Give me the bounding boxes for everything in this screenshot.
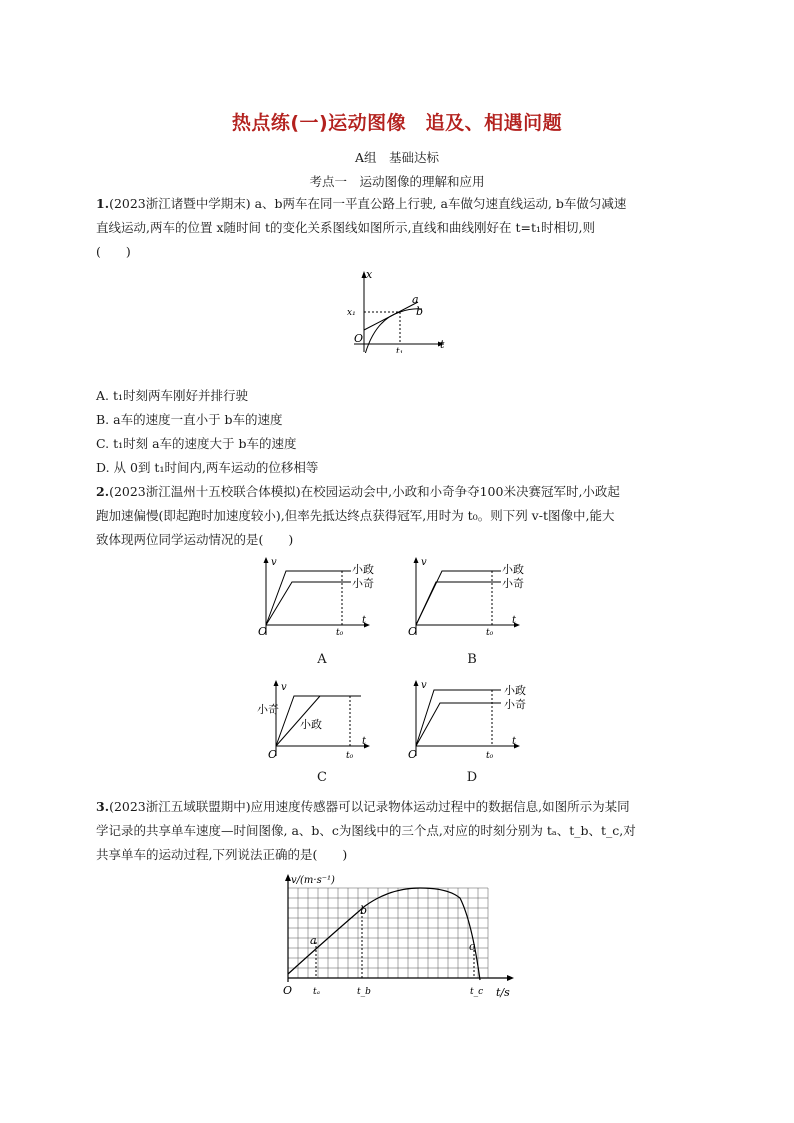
v-label: v [281, 682, 287, 693]
group-heading: A组 基础达标 [354, 150, 440, 165]
t0-label: t₀ [346, 751, 354, 761]
question-3-line3: 共享单车的运动过程,下列说法正确的是( ) [96, 847, 348, 862]
graph-c [256, 678, 376, 763]
option-b[interactable]: B. a车的速度一直小于 b车的速度 [96, 412, 283, 427]
line-xiaozheng [266, 571, 351, 625]
label-bottom: 小奇 [352, 577, 374, 590]
t-label: t [512, 736, 517, 747]
question-text: (2023浙江五域联盟期中)应用速度传感器可以记录物体运动过程中的数据信息,如图所示为某同 [109, 799, 630, 814]
t0-label: t₀ [486, 628, 494, 638]
v-label: v [421, 557, 427, 568]
question-1-options [96, 384, 706, 480]
v-label: v [271, 557, 277, 568]
label-bottom: 小奇 [504, 698, 526, 711]
t1-label: t₁ [396, 347, 404, 353]
origin-label: O [283, 984, 293, 997]
point-b-label: b [360, 904, 368, 917]
graph-d [406, 678, 536, 763]
origin-label: O [268, 748, 278, 761]
label-bottom: 小政 [300, 718, 322, 731]
origin-label: O [408, 748, 418, 761]
question-3-line2: 学记录的共享单车速度—时间图像, a、b、c为图线中的三个点,对应的时刻分别为 tₐ、t_b、t_c,对 [96, 823, 636, 838]
label-top: 小政 [502, 563, 524, 576]
graph-a [256, 555, 376, 640]
t-label: t [362, 736, 367, 747]
t0-label: t₀ [486, 751, 494, 761]
question-number: 1. [96, 196, 110, 211]
t-axis-label: t [440, 338, 445, 351]
question-1-line1 [96, 192, 706, 216]
ta-label: tₐ [313, 987, 320, 997]
curve-a-label: a [412, 293, 419, 306]
line-xiaoqi [266, 582, 351, 625]
question-number: 3. [96, 799, 110, 814]
point-c-label: c [469, 940, 476, 953]
line-xiaoqi [416, 582, 501, 625]
velocity-curve [288, 888, 480, 980]
tc-label: t_c [470, 987, 484, 997]
q1-xt-graph [340, 268, 450, 353]
label-top: 小政 [352, 563, 374, 576]
t-label: t [362, 615, 367, 626]
t0-label: t₀ [336, 628, 344, 638]
origin-label: O [408, 625, 418, 638]
caption-b: B [467, 652, 477, 667]
grid [288, 888, 488, 978]
question-1 [96, 192, 706, 264]
point-a-label: a [310, 934, 317, 947]
question-2-line2: 跑加速偏慢(即起跑时加速度较小),但率先抵达终点获得冠军,用时为 t₀。则下列 v-t图像中,能大 [96, 508, 615, 523]
option-c[interactable]: C. t₁时刻 a车的速度大于 b车的速度 [96, 436, 297, 451]
question-1-line3: ( ) [96, 244, 131, 259]
label-top: 小政 [504, 684, 526, 697]
caption-a: A [317, 652, 327, 667]
page-title: 热点练(一)运动图像 追及、相遇问题 [231, 112, 563, 134]
caption-c: C [317, 770, 327, 785]
question-2 [96, 480, 706, 552]
q3-vt-graph [280, 870, 520, 1000]
v-label: v [421, 680, 427, 691]
tb-label: t_b [357, 987, 371, 997]
origin-label: O [354, 332, 364, 345]
question-text: (2023浙江诸暨中学期末) a、b两车在同一平直公路上行驶, a车做匀速直线运动, b车做匀减速 [109, 196, 627, 211]
question-1-line2: 直线运动,两车的位置 x随时间 t的变化关系图线如图所示,直线和曲线刚好在 t=t₁时相切,则 [96, 220, 595, 235]
question-2-line3: 致体现两位同学运动情况的是( ) [96, 532, 294, 547]
curve-b-label: b [416, 305, 424, 318]
caption-d: D [466, 770, 478, 785]
topic-heading: 考点一 运动图像的理解和应用 [309, 174, 485, 189]
graph-b [406, 555, 536, 640]
t-label: t [512, 615, 517, 626]
x-axis-label: x [366, 268, 373, 281]
line-xiaoqi [416, 703, 501, 746]
option-a[interactable]: A. t₁时刻两车刚好并排行驶 [96, 388, 249, 403]
label-bottom: 小奇 [502, 577, 524, 590]
label-top: 小奇 [257, 703, 279, 716]
t-axis-arrow [507, 975, 514, 981]
question-2-line1 [96, 480, 706, 504]
line-xiaozheng [416, 690, 501, 746]
question-text: (2023浙江温州十五校联合体模拟)在校园运动会中,小政和小奇争夺100米决赛冠军时,小政起 [109, 484, 620, 499]
t-axis-label: t/s [496, 986, 510, 999]
x1-label: x₁ [347, 308, 356, 318]
question-number: 2. [96, 484, 110, 499]
v-axis-label: v/(m·s⁻¹) [291, 875, 335, 886]
question-3 [96, 795, 706, 867]
option-d[interactable]: D. 从 0到 t₁时间内,两车运动的位移相等 [96, 460, 319, 475]
origin-label: O [258, 625, 268, 638]
question-3-line1 [96, 795, 706, 819]
